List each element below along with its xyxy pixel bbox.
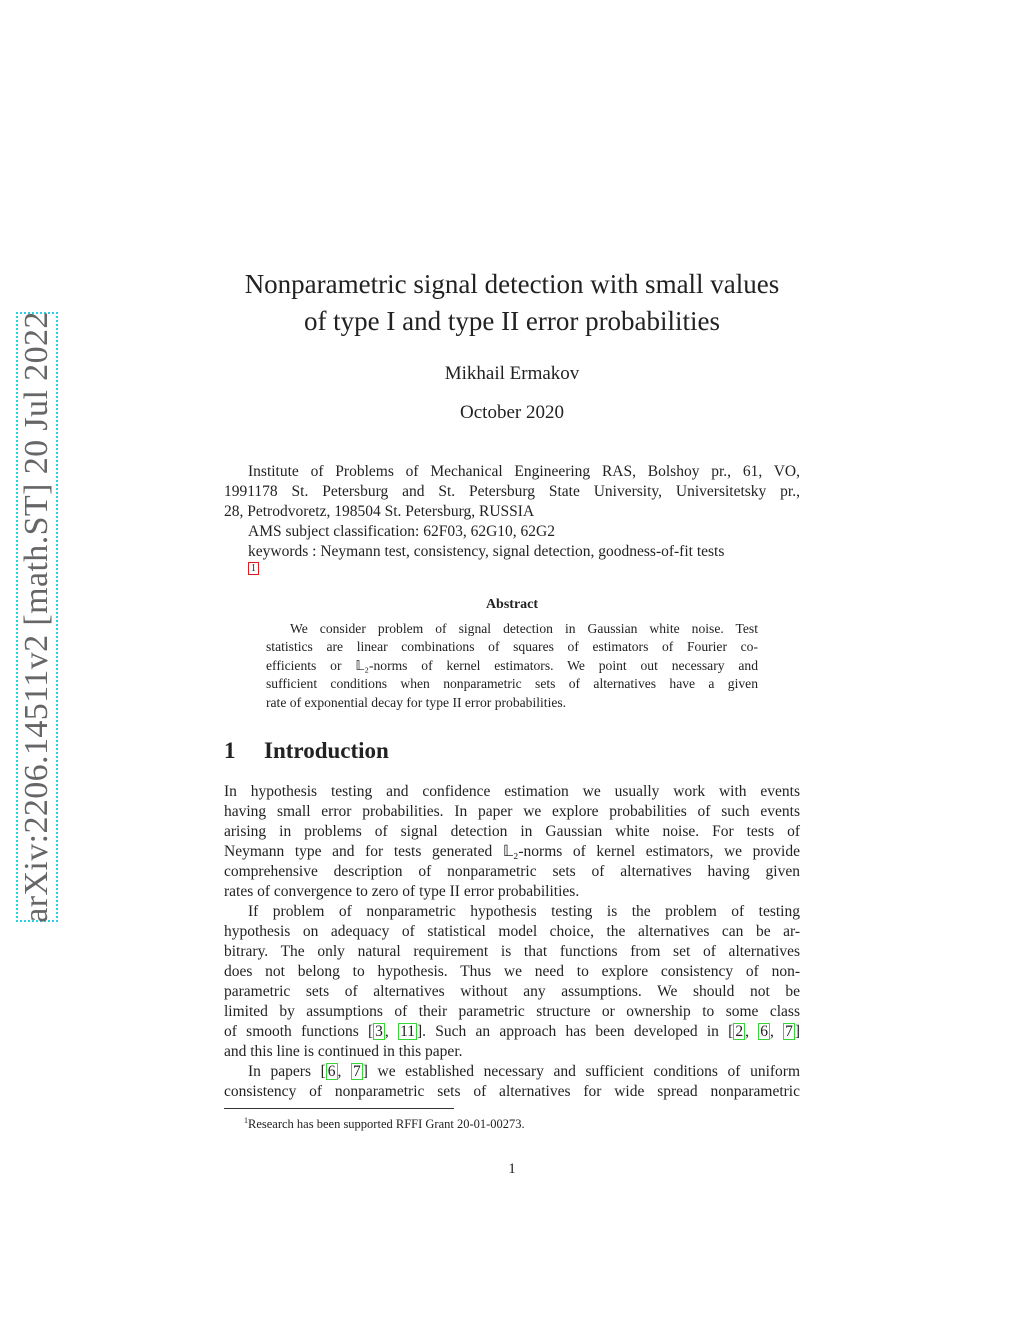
affiliation-line: Institute of Problems of Mechanical Engineering RAS, Bolshoy pr., 61, VO, [248, 463, 800, 480]
introduction-text [224, 782, 800, 1102]
section-number: 1 [224, 738, 236, 763]
abstract-heading: Abstract [485, 597, 539, 612]
citation-link-7[interactable]: 7 [785, 1023, 793, 1040]
footnote-text: Research has been supported RFFI Grant 20-01-00273. [248, 1117, 525, 1132]
paragraph-line: Neymann type and for tests generated 𝕃₂-norms of kernel estimators, we provide [224, 843, 800, 860]
paragraph-line: bitrary. The only natural requirement is that functions from set of alternatives [224, 943, 800, 960]
footnote-link[interactable]: 1 [248, 562, 259, 575]
paragraph-line: consistency of nonparametric sets of alternatives for wide spread nonparametric [224, 1083, 800, 1100]
paragraph-line: hypothesis on adequacy of statistical model choice, the alternatives can be ar- [224, 923, 800, 940]
affiliation-block [224, 462, 800, 582]
paragraph-line: rates of convergence to zero of type II error probabilities. [224, 883, 580, 900]
affiliation-line: 1991178 St. Petersburg and St. Petersburg State University, Universitetsky pr., [224, 483, 800, 500]
keywords: keywords : Neymann test, consistency, signal detection, goodness-of-fit tests [248, 543, 725, 560]
citation-link-11[interactable]: 11 [400, 1023, 415, 1040]
abstract-line: statistics are linear combinations of squares of estimators of Fourier co- [266, 639, 758, 655]
paragraph-line: parametric sets of alternatives without any assumptions. We should not be [224, 983, 800, 1000]
citation-link-2[interactable]: 2 [735, 1023, 744, 1040]
title-line-1: Nonparametric signal detection with small values [244, 269, 780, 299]
author-name: Mikhail Ermakov [444, 363, 580, 384]
abstract-line: efficients or 𝕃₂-norms of kernel estimators. We point out necessary and [266, 657, 758, 673]
arxiv-identifier[interactable]: arXiv:2206.14511v2 [math.ST] 20 Jul 2022 [18, 311, 55, 923]
section-heading [224, 738, 389, 764]
citation-link-6[interactable]: 6 [327, 1063, 336, 1080]
paragraph-line: In hypothesis testing and confidence estimation we usually work with events [224, 783, 800, 800]
affiliation-line: 28, Petrodvoretz, 198504 St. Petersburg, RUSSIA [224, 503, 535, 520]
citation-link-7[interactable]: 7 [352, 1063, 361, 1080]
paragraph-line: arising in problems of signal detection in Gaussian white noise. For tests of [224, 823, 800, 840]
footnote-rule [224, 1108, 454, 1109]
arxiv-sidebar[interactable] [16, 312, 62, 924]
abstract-body [266, 620, 758, 712]
footnote [244, 1113, 525, 1132]
paper-date: October 2020 [460, 402, 564, 423]
citation-link-3[interactable]: 3 [375, 1023, 383, 1040]
section-title: Introduction [264, 738, 389, 763]
abstract-line: We consider problem of signal detection in Gaussian white noise. Test [290, 621, 758, 636]
ams-classification: AMS subject classification: 62F03, 62G10, 62G2 [248, 523, 555, 540]
paragraph-line: comprehensive description of nonparametric sets of alternatives having given [224, 863, 800, 880]
paragraph-line-with-citations: of smooth functions [ 3 , 11 ]. Such an approach has been developed in [ 2 , 6 , 7 ] [224, 1023, 801, 1040]
paragraph-line: limited by assumptions of their parametric structure or ownership to some class [224, 1003, 800, 1020]
citation-link-6[interactable]: 6 [760, 1023, 768, 1040]
abstract-line: rate of exponential decay for type II error probabilities. [266, 694, 567, 710]
paragraph-line-with-citations: In papers [ 6 , 7 ] we established necessary and sufficient conditions of uniform [248, 1063, 800, 1080]
title-line-2: of type I and type II error probabilities [303, 306, 721, 336]
page-number: 1 [508, 1161, 516, 1177]
paragraph-line: having small error probabilities. In paper we explore probabilities of such events [224, 803, 800, 820]
paragraph-line: and this line is continued in this paper. [224, 1043, 463, 1060]
paper-title [180, 266, 844, 340]
paragraph-line: does not belong to hypothesis. Thus we need to explore consistency of non- [224, 963, 800, 980]
paragraph-line: If problem of nonparametric hypothesis testing is the problem of testing [248, 903, 800, 920]
footnote-mark: 1 [244, 1116, 248, 1125]
abstract-line: sufficient conditions when nonparametric sets of alternatives have a given [266, 676, 758, 692]
